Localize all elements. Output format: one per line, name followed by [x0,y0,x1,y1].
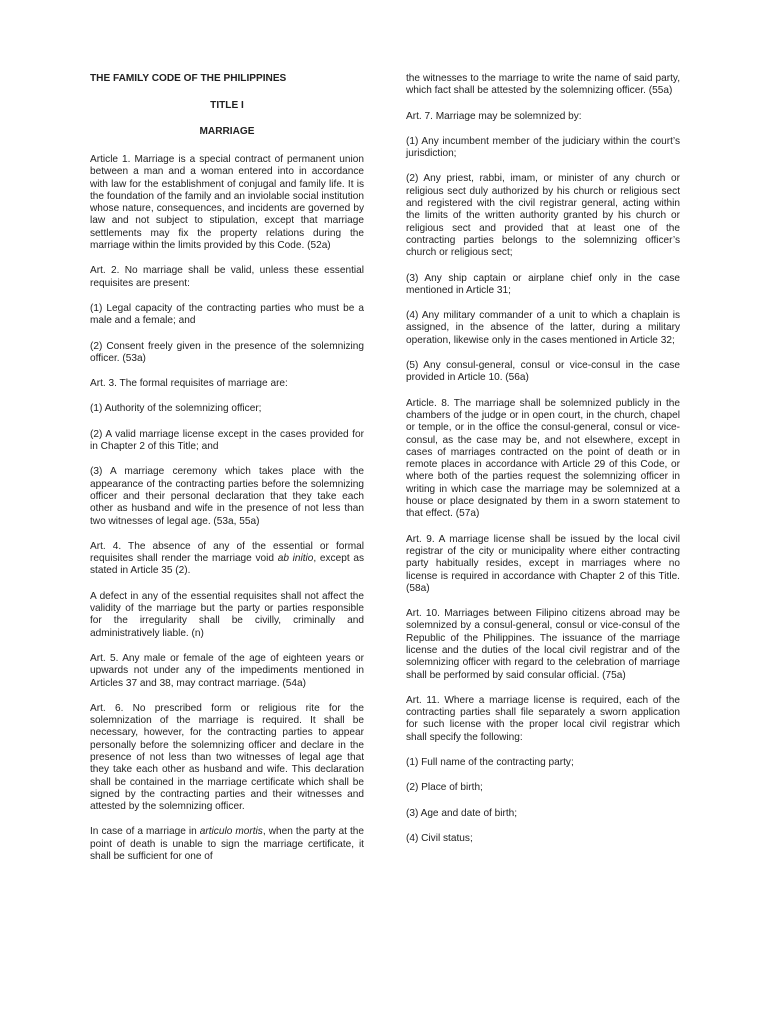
article-10: Art. 10. Marriages between Filipino citizens abroad may be solemnized by a consul-general, consul or vice-consul of the Republic of the Philippines. The issuance of the marriage license and the duties of the local civil registrar and of the solemnizing officer with regard to the celebration of marriage shall be performed by said consular official. (75a) [406,608,680,681]
article-3-item-3: (3) A marriage ceremony which takes place with the appearance of the contracting parties before the solemnizing officer and their personal declaration that they take each other as husband and wife in the presence of not less than two witnesses of legal age. (53a, 55a) [90,466,364,527]
document-title: THE FAMILY CODE OF THE PHILIPPINES [90,73,287,84]
article-4 [90,541,364,578]
article-7-item-3: (3) Any ship captain or airplane chief only in the case mentioned in Article 31; [406,272,680,296]
article-6-mortis [90,826,364,863]
article-7-item-4: (4) Any military commander of a unit to which a chaplain is assigned, in the absence of the latter, during a military operation, likewise only in the cases mentioned in Article 32; [406,310,680,346]
article-11-item-2: (2) Place of birth; [406,782,483,794]
mortis-text-b: , when the party at the point of death is unable to sign the marriage certificate, it shall be sufficient for one of [90,826,364,863]
article-7-item-5: (5) Any consul-general, consul or vice-consul in the case provided in Article 10. (56a) [406,360,680,384]
article-3: Art. 3. The formal requisites of marriage are: [90,378,288,390]
article-2: Art. 2. No marriage shall be valid, unless these essential requisites are present: [90,265,364,289]
article-8: Article. 8. The marriage shall be solemnized publicly in the chambers of the judge or in open court, in the church, chapel or temple, or in the office the consul-general, consul or vice-consul, as the case may be, and not elsewhere, except in cases of marriages contracted on the point of death or in remote places in accordance with Article 29 of this Code, or where both of the parties request the solemnizing officer in writing in which case the marriage may be solemnized at a house or place designated by them in a sworn statement to that effect. (57a) [406,397,680,520]
article-3-item-2: (2) A valid marriage license except in the cases provided for in Chapter 2 of this Title; and [90,428,364,453]
mortis-text-a: In case of a marriage in [90,826,200,838]
article-11-item-3: (3) Age and date of birth; [406,807,518,819]
article-4-italic: ab initio [277,553,314,565]
article-2-item-1: (1) Legal capacity of the contracting parties who must be a male and a female; and [90,302,364,327]
article-5: Art. 5. Any male or female of the age of eighteen years or upwards not under any of the impediments mentioned in Articles 37 and 38, may contract marriage. (54a) [90,652,364,689]
article-6-continued: the witnesses to the marriage to write the name of said party, which fact shall be attested by the solemnizing officer. (55a) [406,73,680,97]
article-11-item-1: (1) Full name of the contracting party; [406,757,574,769]
article-3-item-1: (1) Authority of the solemnizing officer; [90,403,262,415]
article-6: Art. 6. No prescribed form or religious rite for the solemnization of the marriage is required. It shall be necessary, however, for the contracting parties to appear personally before the solemnizing officer and declare in the presence of not less than two witnesses of legal age that they take each other as husband and wife. This declaration shall be contained in the marriage certificate which shall be signed by the contracting parties and their witnesses and attested by the solemnizing officer. [90,702,364,813]
article-7-item-2: (2) Any priest, rabbi, imam, or minister of any church or religious sect duly authorized by his church or religious sect and registered with the civil registrar general, acting within the limits of the written authority granted by his church or religious sect and provided that at least one of the contracting parties belongs to the solemnizing officer’s church or religious sect; [406,173,680,259]
article-9: Art. 9. A marriage license shall be issued by the local civil registrar of the city or municipality where either contracting party habitually resides, except in marriages where no license is required in accordance with Chapter 2 of this Title. (58a) [406,533,680,594]
article-7-item-1: (1) Any incumbent member of the judiciary within the court’s jurisdiction; [406,135,680,160]
mortis-italic: articulo mortis [199,826,263,838]
article-11-item-4: (4) Civil status; [406,832,473,844]
article-2-item-2: (2) Consent freely given in the presence of the solemnizing officer. (53a) [90,340,364,364]
article-7: Art. 7. Marriage may be solemnized by: [406,110,582,122]
article-4-text-b: , except as stated in Article 35 (2). [90,553,364,577]
article-11: Art. 11. Where a marriage license is required, each of the contracting parties shall file separately a sworn application for such license with the proper local civil registrar which shall specify the following: [406,694,680,743]
article-4-defect: A defect in any of the essential requisites shall not affect the validity of the marriage but the party or parties responsible for the irregularity shall be civilly, criminally and administratively liable. (n) [90,590,364,639]
title-name: MARRIAGE [199,126,255,137]
article-1: Article 1. Marriage is a special contract of permanent union between a man and a woman entered into in accordance with law for the establishment of conjugal and family life. It is the foundation of the family and an inviolable social institution whose nature, consequences, and incidents are governed by law and not subject to stipulation, except that marriage settlements may fix the property relations during the marriage within the limits provided by this Code. (52a) [90,154,364,252]
article-4-text-a: Art. 4. The absence of any of the essential or formal requisites shall render the marriage void [90,540,364,565]
title-number: TITLE I [210,100,244,111]
